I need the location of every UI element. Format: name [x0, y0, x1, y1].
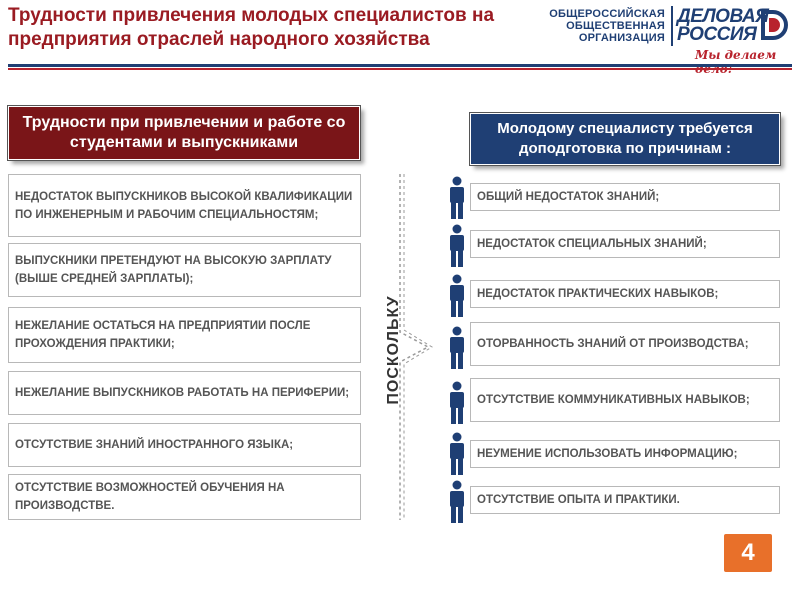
person-icon [446, 224, 468, 268]
slide-title: Трудности привлечения молодых специалистов на предприятия отраслей народного хозяйства [8, 5, 495, 50]
difficulty-item: ОТСУТСТВИЕ ЗНАНИЙ ИНОСТРАННОГО ЯЗЫКА; [8, 423, 361, 467]
right-column-header: Молодому специалисту требуется доподготовка по причинам : [470, 113, 780, 165]
connector-label: ПОСКОЛЬКУ [385, 295, 402, 405]
reason-item: ОТСУТСТВИЕ ОПЫТА И ПРАКТИКИ. [470, 486, 780, 514]
left-column-header: Трудности при привлечении и работе со студентами и выпускниками [8, 106, 360, 160]
person-icon [446, 176, 468, 220]
logo-text-line-1: ОБЩЕРОССИЙСКАЯ [549, 8, 665, 20]
logo-d-mark-icon [757, 8, 791, 42]
person-icon [446, 381, 468, 425]
organization-logo [545, 2, 795, 68]
reason-item: НЕУМЕНИЕ ИСПОЛЬЗОВАТЬ ИНФОРМАЦИЮ; [470, 440, 780, 468]
reason-item: НЕДОСТАТОК СПЕЦИАЛЬНЫХ ЗНАНИЙ; [470, 230, 780, 258]
reason-item: НЕДОСТАТОК ПРАКТИЧЕСКИХ НАВЫКОВ; [470, 280, 780, 308]
difficulty-item: ОТСУТСТВИЕ ВОЗМОЖНОСТЕЙ ОБУЧЕНИЯ НА ПРОИЗВОДСТВЕ. [8, 474, 361, 520]
difficulty-item: НЕДОСТАТОК ВЫПУСКНИКОВ ВЫСОКОЙ КВАЛИФИКАЦИИ ПО ИНЖЕНЕРНЫМ И РАБОЧИМ СПЕЦИАЛЬНОСТЯМ; [8, 174, 361, 237]
header-rule-blue [8, 64, 792, 67]
page-number-badge: 4 [724, 534, 772, 572]
person-icon [446, 326, 468, 370]
reason-item: ОТОРВАННОСТЬ ЗНАНИЙ ОТ ПРОИЗВОДСТВА; [470, 322, 780, 366]
logo-text-line-3: ОРГАНИЗАЦИЯ [578, 32, 665, 44]
logo-brand-line-2: РОССИЯ [677, 24, 757, 45]
person-icon [446, 274, 468, 318]
person-icon [446, 480, 468, 524]
person-icon [446, 432, 468, 476]
reason-item: ОТСУТСТВИЕ КОММУНИКАТИВНЫХ НАВЫКОВ; [470, 378, 780, 422]
logo-text-line-2: ОБЩЕСТВЕННАЯ [566, 20, 665, 32]
reason-item: ОБЩИЙ НЕДОСТАТОК ЗНАНИЙ; [470, 183, 780, 211]
difficulty-item: НЕЖЕЛАНИЕ ВЫПУСКНИКОВ РАБОТАТЬ НА ПЕРИФЕРИИ; [8, 371, 361, 415]
difficulty-item: НЕЖЕЛАНИЕ ОСТАТЬСЯ НА ПРЕДПРИЯТИИ ПОСЛЕ ПРОХОЖДЕНИЯ ПРАКТИКИ; [8, 307, 361, 363]
header-rule-red [8, 68, 792, 70]
logo-divider [671, 6, 673, 46]
difficulty-item: ВЫПУСКНИКИ ПРЕТЕНДУЮТ НА ВЫСОКУЮ ЗАРПЛАТУ (ВЫШЕ СРЕДНЕЙ ЗАРПЛАТЫ); [8, 243, 361, 297]
logo-slogan: Мы делаем [695, 48, 777, 62]
logo-brand-line-1: ДЕЛОВАЯ [677, 6, 769, 27]
